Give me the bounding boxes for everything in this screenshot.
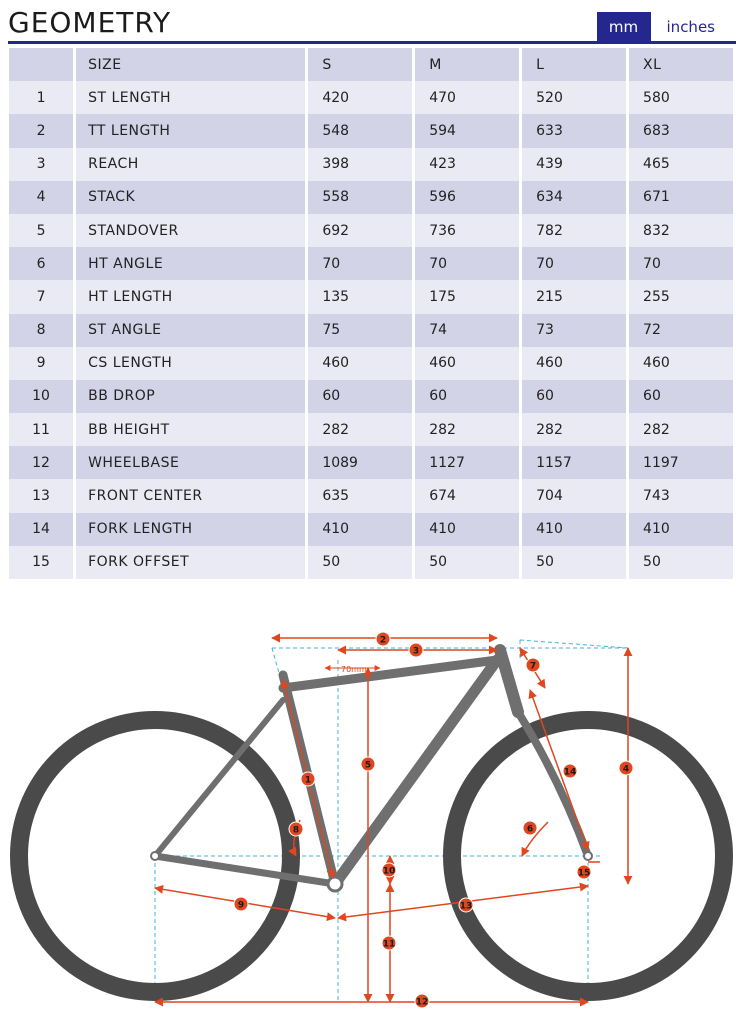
- dimension-marker-label: 13: [459, 901, 473, 912]
- header-number: [9, 48, 73, 81]
- unit-inches-button[interactable]: inches: [666, 18, 715, 36]
- row-dimension-name: HT ANGLE: [76, 247, 305, 280]
- row-number: 10: [9, 380, 73, 413]
- row-dimension-name: ST ANGLE: [76, 314, 305, 347]
- row-number: 1: [9, 81, 73, 114]
- header-s: S: [308, 48, 412, 81]
- row-number: 2: [9, 114, 73, 147]
- row-value-l: 439: [522, 148, 626, 181]
- bike-geometry-diagram: [0, 620, 741, 1024]
- dimension-marker: [382, 863, 396, 877]
- row-value-xl: 671: [629, 181, 733, 214]
- row-value-s: 1089: [308, 446, 412, 479]
- row-value-l: 520: [522, 81, 626, 114]
- row-dimension-name: FORK LENGTH: [76, 513, 305, 546]
- row-value-xl: 743: [629, 479, 733, 512]
- dimension-marker: [409, 643, 423, 657]
- dimension-marker: [301, 772, 315, 786]
- row-value-l: 410: [522, 513, 626, 546]
- header-l: L: [522, 48, 626, 81]
- table-row: [9, 446, 733, 479]
- row-dimension-name: FRONT CENTER: [76, 479, 305, 512]
- dimension-marker: [376, 632, 390, 646]
- row-value-m: 736: [415, 214, 519, 247]
- table-row: [9, 347, 733, 380]
- row-value-xl: 50: [629, 546, 733, 579]
- dimension-marker-label: 9: [237, 900, 245, 911]
- row-value-xl: 60: [629, 380, 733, 413]
- dimension-marker: [382, 936, 396, 950]
- header-xl: XL: [629, 48, 733, 81]
- row-value-xl: 1197: [629, 446, 733, 479]
- dimension-marker: [619, 761, 633, 775]
- row-number: 11: [9, 413, 73, 446]
- row-value-m: 70: [415, 247, 519, 280]
- row-value-s: 60: [308, 380, 412, 413]
- dimension-marker-label: 12: [415, 997, 429, 1008]
- dimension-marker: [415, 994, 429, 1008]
- row-value-m: 1127: [415, 446, 519, 479]
- row-number: 3: [9, 148, 73, 181]
- row-dimension-name: BB HEIGHT: [76, 413, 305, 446]
- row-value-xl: 410: [629, 513, 733, 546]
- table-row: [9, 181, 733, 214]
- row-value-s: 410: [308, 513, 412, 546]
- dimension-marker-label: 4: [622, 764, 630, 775]
- row-value-m: 74: [415, 314, 519, 347]
- row-value-xl: 580: [629, 81, 733, 114]
- row-dimension-name: CS LENGTH: [76, 347, 305, 380]
- row-value-m: 470: [415, 81, 519, 114]
- row-value-l: 634: [522, 181, 626, 214]
- dimension-marker-label: 7: [529, 661, 537, 672]
- row-dimension-name: BB DROP: [76, 380, 305, 413]
- header-size: SIZE: [76, 48, 305, 81]
- table-row: [9, 280, 733, 313]
- table-row: [9, 513, 733, 546]
- dimension-marker-label: 5: [364, 760, 372, 771]
- dimension-marker-label: 11: [382, 939, 396, 950]
- row-value-m: 410: [415, 513, 519, 546]
- table-row: [9, 413, 733, 446]
- dimension-marker: [577, 865, 591, 879]
- row-value-s: 50: [308, 546, 412, 579]
- row-number: 12: [9, 446, 73, 479]
- row-value-l: 704: [522, 479, 626, 512]
- row-value-m: 594: [415, 114, 519, 147]
- table-row: [9, 214, 733, 247]
- row-value-s: 398: [308, 148, 412, 181]
- table-row: [9, 380, 733, 413]
- row-value-m: 175: [415, 280, 519, 313]
- row-value-xl: 72: [629, 314, 733, 347]
- title-divider: [8, 41, 736, 44]
- dimension-marker: [563, 764, 577, 778]
- row-value-xl: 460: [629, 347, 733, 380]
- row-number: 5: [9, 214, 73, 247]
- row-value-xl: 832: [629, 214, 733, 247]
- dimension-marker-label: 15: [577, 868, 591, 879]
- geometry-table-body: [9, 81, 733, 579]
- row-value-m: 596: [415, 181, 519, 214]
- row-value-l: 70: [522, 247, 626, 280]
- row-value-l: 282: [522, 413, 626, 446]
- row-value-l: 73: [522, 314, 626, 347]
- row-value-s: 460: [308, 347, 412, 380]
- row-dimension-name: HT LENGTH: [76, 280, 305, 313]
- dimension-marker: [361, 757, 375, 771]
- row-number: 14: [9, 513, 73, 546]
- row-value-l: 782: [522, 214, 626, 247]
- row-number: 15: [9, 546, 73, 579]
- row-value-xl: 255: [629, 280, 733, 313]
- dimension-marker-label: 10: [382, 866, 396, 877]
- dimension-marker-label: 1: [304, 775, 312, 786]
- row-value-s: 70: [308, 247, 412, 280]
- row-value-s: 75: [308, 314, 412, 347]
- dimension-marker: [289, 822, 303, 836]
- row-number: 8: [9, 314, 73, 347]
- row-number: 7: [9, 280, 73, 313]
- dimension-marker: [234, 897, 248, 911]
- table-row: [9, 114, 733, 147]
- page-title: GEOMETRY: [8, 6, 172, 39]
- unit-mm-button[interactable]: mm: [597, 12, 651, 42]
- row-value-xl: 465: [629, 148, 733, 181]
- row-value-s: 420: [308, 81, 412, 114]
- dimension-marker-label: 2: [379, 635, 387, 646]
- annotation-70mm: 70mm: [341, 665, 367, 674]
- row-value-m: 460: [415, 347, 519, 380]
- dimension-marker-label: 14: [563, 767, 577, 778]
- dimension-marker-label: 3: [412, 646, 420, 657]
- row-value-xl: 282: [629, 413, 733, 446]
- row-value-xl: 683: [629, 114, 733, 147]
- row-value-s: 548: [308, 114, 412, 147]
- row-value-l: 633: [522, 114, 626, 147]
- dimension-marker: [526, 658, 540, 672]
- table-row: [9, 81, 733, 114]
- table-row: [9, 314, 733, 347]
- row-value-l: 50: [522, 546, 626, 579]
- header-m: M: [415, 48, 519, 81]
- table-row: [9, 148, 733, 181]
- row-value-s: 282: [308, 413, 412, 446]
- dimension-marker: [459, 898, 473, 912]
- row-value-m: 282: [415, 413, 519, 446]
- table-row: [9, 247, 733, 280]
- row-value-l: 460: [522, 347, 626, 380]
- row-dimension-name: STANDOVER: [76, 214, 305, 247]
- row-dimension-name: REACH: [76, 148, 305, 181]
- row-value-m: 423: [415, 148, 519, 181]
- dimension-marker-label: 8: [292, 825, 300, 836]
- row-value-m: 50: [415, 546, 519, 579]
- dimension-marker-label: 6: [526, 824, 534, 835]
- row-value-s: 635: [308, 479, 412, 512]
- unit-toggle: [597, 12, 727, 42]
- row-value-s: 692: [308, 214, 412, 247]
- row-value-s: 558: [308, 181, 412, 214]
- row-value-m: 674: [415, 479, 519, 512]
- dimension-marker: [523, 821, 537, 835]
- row-dimension-name: WHEELBASE: [76, 446, 305, 479]
- table-row: [9, 546, 733, 579]
- row-dimension-name: FORK OFFSET: [76, 546, 305, 579]
- row-dimension-name: STACK: [76, 181, 305, 214]
- row-value-l: 1157: [522, 446, 626, 479]
- row-value-s: 135: [308, 280, 412, 313]
- row-value-m: 60: [415, 380, 519, 413]
- row-number: 9: [9, 347, 73, 380]
- row-dimension-name: ST LENGTH: [76, 81, 305, 114]
- row-number: 13: [9, 479, 73, 512]
- row-value-xl: 70: [629, 247, 733, 280]
- row-value-l: 60: [522, 380, 626, 413]
- geometry-table: [6, 48, 736, 579]
- row-dimension-name: TT LENGTH: [76, 114, 305, 147]
- row-number: 6: [9, 247, 73, 280]
- table-header-row: [9, 48, 733, 81]
- row-number: 4: [9, 181, 73, 214]
- table-row: [9, 479, 733, 512]
- row-value-l: 215: [522, 280, 626, 313]
